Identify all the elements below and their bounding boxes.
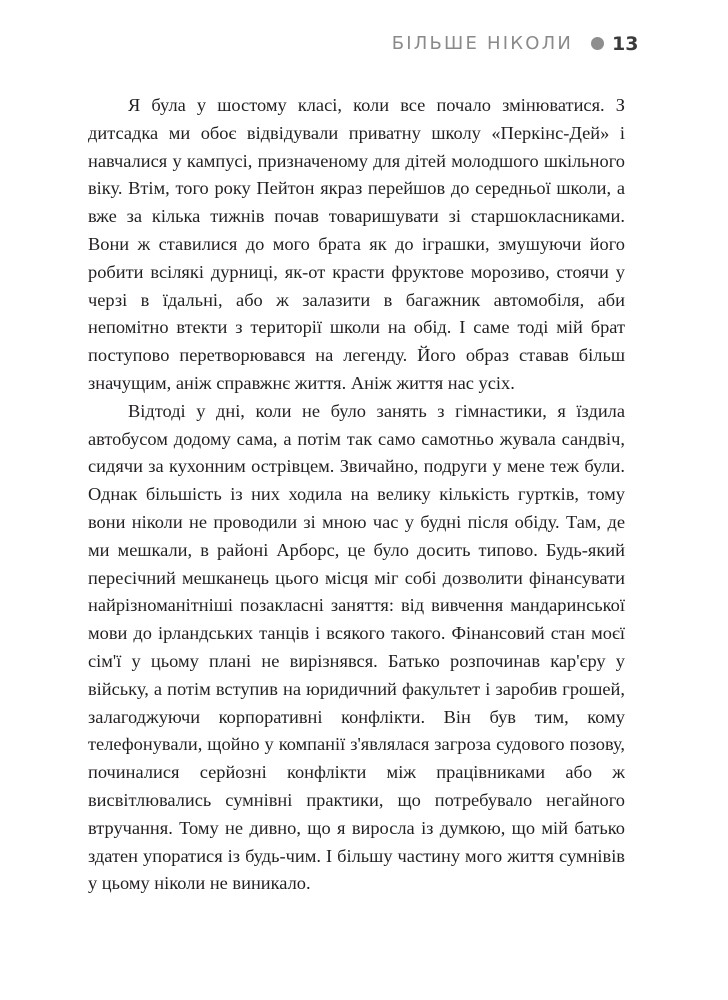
paragraph: Я була у шостому класі, коли все почало змінюватися. З дитсадка ми обоє відвідували приватну школу «Перкінс-Дей» і навчалися у кампусі, призначеному для дітей молодшого шкільного віку. Втім, того року Пейтон якраз перейшов до середньої школи, а вже за кілька тижнів почав товаришувати зі старшокласниками. Вони ж ставилися до мого брата як до іграшки, змушуючи його робити всілякі дурниці, як-от красти фруктове морозиво, стоячи у черзі в їдальні, або ж залазити в багажник автомобіля, аби непомітно втекти з території школи на обід. І саме тоді мій брат поступово перетворювався на легенду. Його образ ставав більш значущим, аніж справжнє життя. Аніж життя нас усіх. [88,95,625,393]
page-number: 13 [612,33,639,55]
bullet-dot-icon [591,37,604,50]
running-title: БІЛЬШЕ НІКОЛИ [391,33,573,54]
body-text [88,92,625,898]
running-header [392,33,620,54]
paragraph: Відтоді у дні, коли не було занять з гімнастики, я їздила автобусом додому сама, а потім так само самотньо жувала сандвіч, сидячи за кухонним острівцем. Звичайно, подруги у мене теж були. Однак більшість із них ходила на велику кількість гуртків, тому вони ніколи не проводили зі мною час у будні після обіду. Там, де ми мешкали, в районі Арборс, це було досить типово. Будь-який пересічний мешканець цього місця міг собі дозволити фінансувати найрізноманітніші позакласні заняття: від вивчення мандаринської мови до ірландських танців і всякого такого. Фінансовий стан моєї сім'ї у цьому плані не вирізнявся. Батько розпочинав кар'єру у війську, а потім вступив на юридичний факультет і заробив грошей, залагоджуючи корпоративні конфлікти. Він був тим, кому телефонували, щойно у компанії з'являлася загроза судового позову, починалися серйозні конфлікти між працівниками або ж висвітлювались сумнівні практики, що потребувало негайного втручання. Тому не дивно, що я виросла із думкою, що мій батько здатен упоратися із будь-чим. І більшу частину мого життя сумнівів у цьому ніколи не виникало. [88,400,625,894]
